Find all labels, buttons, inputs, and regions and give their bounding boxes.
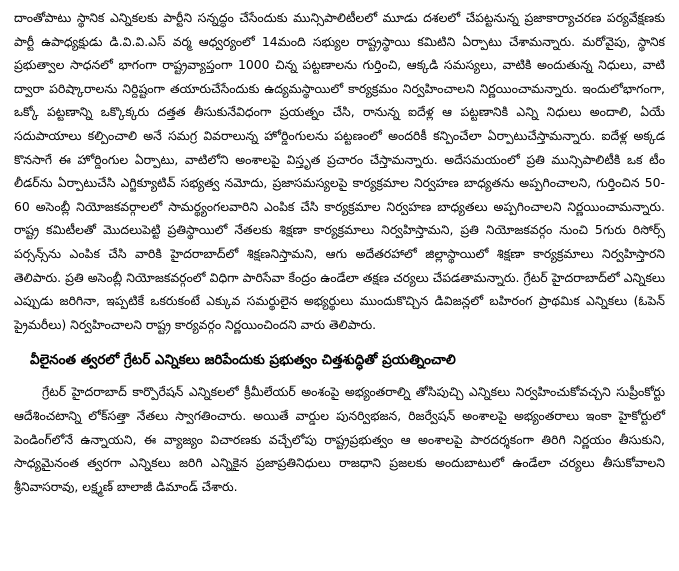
article-paragraph-1: దాంతోపాటు స్థానిక ఎన్నికలకు పార్టీని సన్నద్ధం చేసేందుకు మున్సిపాలిటీలలో మూడు దశలలో చేపట్టనున్న ప్రజాకార్యాచరణ పర్యవేక్షణకు పార్టీ ఉపాధ్యక్షుడు డి.వి.వి.ఎస్‌ వర్మ ఆధ్వర్యంలో 14మంది సభ్యుల రాష్ట్రస్థాయి కమిటిని ఏర్పాటు చేశామన్నారు. మరోవైపు, స్థానిక ప్రభుత్వాల సాధనలో భాగంగా రాష్ట్రవ్యాప్తంగా 1000 చిన్న పట్టణాలను గుర్తించి, ఆక్కడి సమస్యలు, వాటికి అందుతున్న నిధులు, వాటి ద్వారా పరిష్కారాలను నిర్దిష్టంగా తయారుచేసేందుకు ఉద్యమస్థాయిలో కార్యక్రమం నిర్వహించాలని నిర్ణయించామన్నారు. ఇందులోభాగంగా, ఒక్కో పట్టణాన్ని ఒక్కొక్కరు దత్తత తీసుకునేవిధంగా ప్రయత్నం చేసి, రానున్న ఐదేళ్ల ఆ పట్టణానికి ఎన్ని నిధులు అందాలి, ఏయే సదుపాయాలు కల్పించాలి అనే సమగ్ర వివరాలున్న హోర్డింగులను పట్టణంలో అందరికీ కన్పించేలా ఏర్పాటుచేస్తామన్నారు. ఐదేళ్ల అక్కడ కొనసాగే ఈ హోర్డింగుల ఏర్పాటు, వాటిలోని అంశాలపై విస్తృత ప్రచారం చేస్తామన్నారు. అదేసమయంలో ప్రతి మున్సిపాలిటీకి ఒక టీం లీడర్‌ను ఏర్పాటుచేసి ఎగ్జిక్యూటివ్‌ సభ్యత్వ నమోదు, ప్రజాసమస్యలపై కార్యక్రమాల నిర్వహణ బాధ్యతను అప్పగించాలని, గుర్తించిన 50-60 అసెంబ్లీ నియోజకవర్గాలలో సామర్థ్యంగలవారిని ఎంపిక చేసి కార్యక్రమాల నిర్వహణ బాధ్యతలు అప్పగించాలని నిర్ణయించామన్నారు. రాష్ట్ర కమిటీలతో మొదలుపెట్టి ప్రతిస్థాయిలో నేతలకు శిక్షణా కార్యక్రమాలు నిర్వహిస్తామని, ప్రతి నియోజకవర్గం నుంచి 5గురు రిసోర్స్‌ పర్సన్స్‌ను ఎంపిక చేసి వారికి హైదరాబాద్‌లో శిక్షణనిస్తామని, ఆగు అదేతరహాలో జిల్లాస్థాయిలో శిక్షణా కార్యక్రమాలు నిర్వహిస్తారని తెలిపారు. ప్రతి అసెంబ్లీ నియోజకవర్గంలో విధిగా పారిసేవా కేంద్రం ఉండేలా తక్షణ చర్యలు చేపడతామన్నారు. గ్రేటర్‌ హైదరాబాద్‌లో ఎన్నికలు ఎప్పుడు జరిగినా, ఇప్పటికే ఒకరుకంటే ఎక్కువ సమర్థులైన అభ్యర్థులు ముందుకొచ్చిన డివిజన్లలో బహిరంగ ప్రాథమిక ఎన్నికలు (ఓపెన్‌ ప్రైమరీలు) నిర్వహించాలని రాష్ట్ర కార్యవర్గం నిర్ణయించిందని వారు తెలిపారు. xyxy=(14,10,665,332)
article-paragraph-2: గ్రేటర్‌ హైదరాబాద్‌ కార్పొరేషన్‌ ఎన్నికలలో క్రీమీలేయర్‌ అంశంపై అభ్యంతరాల్ని తోసిపుచ్చి ఎన్నికలు నిర్వహించుకోవచ్చని సుప్రీంకోర్టు ఆదేశించటాన్ని లోక్‌సత్తా నేతలు స్వాగతించారు. అయితే వార్డుల పునర్విభజన, రిజర్వేషన్‌ అంశాలపై అభ్యంతరాలు ఇంకా హైకోర్టులో పెండింగ్‌లోనే ఉన్నాయని, ఈ వ్యాజ్యం విచారణకు వచ్చేలోపు రాష్ట్రప్రభుత్వం ఆ అంశాలపై పారదర్శకంగా తిరిగి నిర్ణయం తీసుకుని, సాధ్యమైనంత త్వరగా ఎన్నికలు జరిగి ఎన్నికైన ప్రజాప్రతినిధులు రాజధాని ప్రజలకు అందుబాటులో ఉండేలా చర్యలు తీసుకోవాలని శ్రీనివాసరావు, లక్ష్మణ్‌ బాలాజీ డిమాండ్‌ చేశారు. xyxy=(14,384,665,494)
article-subheading: వీలైనంత త్వరలో గ్రేటర్‌ ఎన్నికలు జరిపేందుకు ప్రభుత్వం చిత్తశుద్ధితో ప్రయత్నించాలి xyxy=(30,352,456,369)
